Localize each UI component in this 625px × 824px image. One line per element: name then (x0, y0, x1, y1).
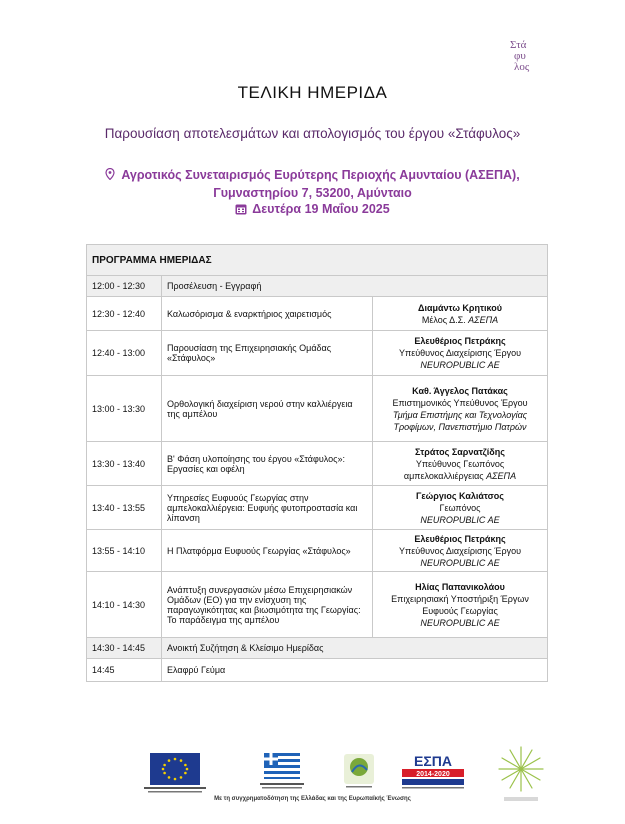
speaker-name: Ελευθέριος Πετράκης (414, 533, 506, 544)
row-time: 13:00 - 13:30 (87, 376, 162, 442)
subtitle: Παρουσίαση αποτελεσμάτων και απολογισμός του έργου «Στάφυλος» (104, 126, 521, 141)
event-date (0, 202, 625, 216)
row-description: Β' Φάση υλοποίησης του έργου «Στάφυλος»: Εργασίες και οφέλη (162, 442, 373, 486)
speaker-org: ΑΣΕΠΑ (468, 314, 499, 325)
speaker-role: Υπεύθυνος Διαχείρισης Έργου (399, 348, 521, 358)
row-description: Ανοικτή Συζήτηση & Κλείσιμο Ημερίδας (162, 638, 548, 659)
speaker-role: Υπεύθυνος Διαχείρισης Έργου (399, 545, 521, 556)
row-time: 14:10 - 14:30 (87, 572, 162, 638)
row-time: 13:55 - 14:10 (87, 530, 162, 572)
row-description: Ελαφρύ Γεύμα (162, 659, 548, 682)
speaker-org: Τμήμα Επιστήμης και Τεχνολογίας Τροφίμων, Πανεπιστήμιο Πατρών (392, 409, 528, 432)
row-description: Η Πλατφόρμα Ευφυούς Γεωργίας «Στάφυλος» (162, 530, 373, 572)
speaker-name: Στράτος Σαρνατζίδης (415, 446, 505, 457)
row-speaker (373, 442, 548, 486)
location-pin-icon (105, 168, 115, 180)
program-heading: ΠΡΟΓΡΑΜΜΑ ΗΜΕΡΙΔΑΣ (87, 245, 548, 276)
table-row (87, 276, 548, 297)
espa-label: ΕΣΠΑ (414, 753, 452, 769)
speaker-name: Ηλίας Παπανικολάου (415, 581, 505, 592)
calendar-icon (235, 203, 247, 215)
row-speaker (373, 530, 548, 572)
speaker-role: Γεωπόνος (439, 502, 481, 513)
program-table (86, 244, 548, 682)
table-row (87, 486, 548, 530)
speaker-role: Μέλος Δ.Σ. ΑΣΕΠΑ (421, 314, 499, 325)
venue-line-2: Γυμναστηρίου 7, 53200, Αμύνταιο (213, 186, 412, 200)
row-speaker (373, 486, 548, 530)
table-row (87, 659, 548, 682)
row-description: Ορθολογική διαχείριση νερού στην καλλιέργεια της αμπέλου (162, 376, 373, 442)
greek-flag-logo (260, 753, 304, 789)
rural-development-logo (344, 754, 374, 788)
speaker-org: NEUROPUBLIC AE (420, 617, 500, 628)
row-time: 12:00 - 12:30 (87, 276, 162, 297)
espa-years: 2014-2020 (416, 771, 450, 778)
row-time: 12:40 - 13:00 (87, 331, 162, 376)
venue-line-1: Αγροτικός Συνεταιρισμός Ευρύτερης Περιοχής Αμυνταίου (ΑΣΕΠΑ), (121, 168, 520, 182)
stafylos-logo: Στά φυ λος (510, 39, 530, 73)
eu-flag-logo (144, 753, 206, 793)
row-description: Ανάπτυξη συνεργασιών μέσω Επιχειρησιακών Ομάδων (ΕΟ) για την ενίσχυση της παραγωγικότητας και βιωσιμότητα της Γεωργίας: Το παράδειγμα της αμπέλου (162, 572, 373, 638)
speaker-org: ΑΣΕΠΑ (486, 470, 517, 481)
speaker-org: NEUROPUBLIC AE (420, 514, 500, 525)
speaker-name: Καθ. Άγγελος Πατάκας (412, 385, 508, 396)
row-description: Προσέλευση - Εγγραφή (162, 276, 548, 297)
table-row (87, 297, 548, 331)
row-description: Παρουσίαση της Επιχειρησιακής Ομάδας «Στάφυλος» (162, 331, 373, 376)
row-speaker (373, 376, 548, 442)
speaker-role: Επιχειρησιακή Υποστήριξη Έργων Ευφυούς Γεωργίας (391, 593, 529, 616)
espa-logo (402, 752, 464, 789)
table-row (87, 530, 548, 572)
row-time: 14:30 - 14:45 (87, 638, 162, 659)
table-row (87, 442, 548, 486)
row-speaker (373, 572, 548, 638)
row-description: Καλωσόρισμα & εναρκτήριος χαιρετισμός (162, 297, 373, 331)
sponsor-logos (140, 750, 500, 795)
table-row (87, 572, 548, 638)
row-time: 13:40 - 13:55 (87, 486, 162, 530)
table-row (87, 331, 548, 376)
speaker-org: NEUROPUBLIC AE (420, 360, 500, 370)
row-speaker (373, 331, 548, 376)
row-speaker (373, 297, 548, 331)
speaker-name: Γεώργιος Καλιάτσος (415, 490, 504, 501)
speaker-role: Υπεύθυνος Γεωπόνος (415, 458, 505, 469)
program-heading-row (87, 245, 548, 276)
date-text: Δευτέρα 19 Μαΐου 2025 (252, 202, 390, 216)
speaker-name: Ελευθέριος Πετράκης (414, 336, 506, 346)
table-row (87, 638, 548, 659)
page-title: ΤΕΛΙΚΗ ΗΜΕΡΙΔΑ (237, 83, 388, 102)
speaker-role-2: αμπελοκαλλιέργειας ΑΣΕΠΑ (403, 470, 517, 481)
speaker-org: NEUROPUBLIC AE (420, 557, 500, 568)
row-time: 14:45 (87, 659, 162, 682)
speaker-role: Επιστημονικός Υπεύθυνος Έργου (392, 397, 528, 408)
row-time: 13:30 - 13:40 (87, 442, 162, 486)
table-row (87, 376, 548, 442)
row-time: 12:30 - 12:40 (87, 297, 162, 331)
row-description: Υπηρεσίες Ευφυούς Γεωργίας στην αμπελοκαλλιέργεια: Ευφυής φυτοπροστασία και λίπανση (162, 486, 373, 530)
speaker-name: Διαμάντω Κρητικού (418, 302, 502, 313)
venue (0, 166, 625, 202)
funding-note: Με τη συγχρηματοδότηση της Ελλάδας και της Ευρωπαϊκής Ένωσης (214, 796, 411, 802)
